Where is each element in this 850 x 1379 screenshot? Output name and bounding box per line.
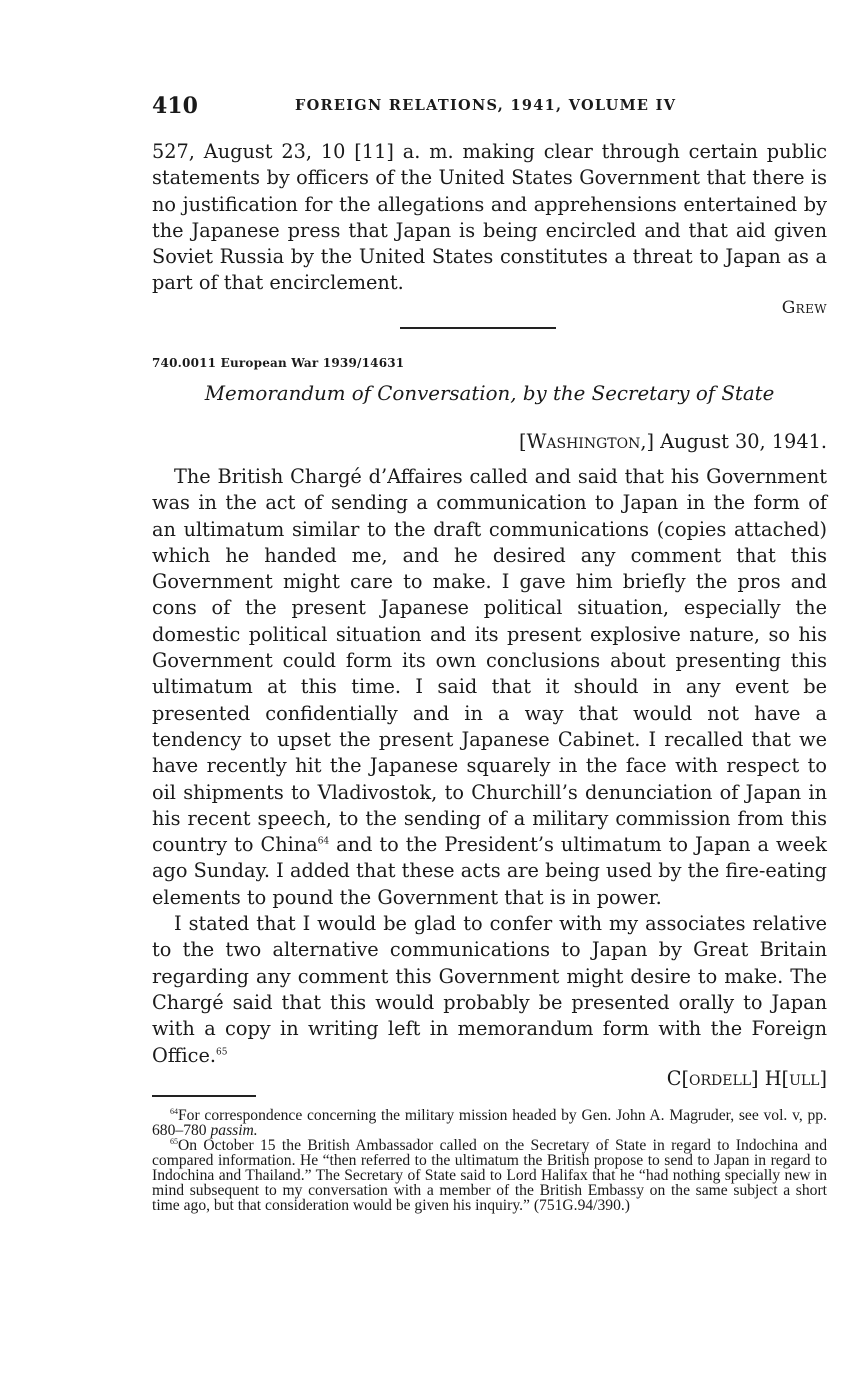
- footnote-number: 64: [170, 1106, 178, 1116]
- footnote-65: [152, 1138, 827, 1213]
- footnote-divider: [152, 1095, 256, 1097]
- section-divider: [400, 327, 556, 329]
- dateline: [519, 430, 827, 453]
- footnote-italic: passim.: [210, 1122, 258, 1139]
- signature-hull: C[ordell] H[ull]: [666, 1067, 827, 1090]
- dateline-date: August 30, 1941.: [660, 430, 827, 453]
- paragraph-2-text: I stated that I would be glad to confer with my associates relative to the two alternative communications to Japan by Great Britain regarding any comment this Government might desire to make. The Chargé said that this would probably be presented orally to Japan with a copy in writing left in memorandum form with the Foreign Office.: [152, 912, 827, 1067]
- paragraph-1-part-1: The British Chargé d’Affaires called and said that his Government was in the act of sending a communication to Japan in the form of an ultimatum similar to the draft communications (copies attached) which he handed me, and he desired any comment that this Government might care to make. I gave him briefly the pros and cons of the present Japanese political situation, especially the domestic political situation and its present explosive nature, so his Government could form its own conclusions about presenting this ultimatum at this time. I said that it should in any event be presented confidentially and in a way that would not have a tendency to upset the present Japanese Cabinet. I recalled that we have recently hit the Japanese squarely in the face with respect to oil shipments to Vladivostok, to Churchill’s denunciation of Japan in his recent speech, to the sending of a military commission from this country to China: [152, 465, 827, 857]
- previous-document-text: 527, August 23, 10 [11] a. m. making clear through certain public statements by officers of the United States Government that there is no justification for the allegations and apprehensions entertained by the Japanese press that Japan is being encircled and that aid given Soviet Russia by the United States constitutes a threat to Japan as a part of that encirclement.: [152, 140, 827, 295]
- paragraph-1: [152, 464, 827, 911]
- footnote-ref-64[interactable]: 64: [317, 836, 330, 847]
- footnote-text: On October 15 the British Ambassador called on the Secretary of State in regard to Indochina and compared information. He “then referred to the ultimatum the British propose to send to Japan in regard to Indochina and Thailand.” The Secretary of State said to Lord Halifax that he “had nothing specially new in mind subsequent to my conversation with a member of the British Embassy on the same subject a short time ago, but that consideration would be given his inquiry.” (751G.94/390.): [152, 1137, 827, 1214]
- footnote-text: For correspondence concerning the military mission headed by Gen. John A. Magruder, see vol. v, pp. 680–780: [152, 1107, 827, 1139]
- page-number: 410: [152, 93, 198, 119]
- document-title: Memorandum of Conversation, by the Secretary of State: [204, 382, 775, 405]
- file-number: 740.0011 European War 1939/14631: [152, 356, 405, 370]
- signature-grew: Grew: [781, 298, 827, 318]
- footnote-ref-65[interactable]: 65: [216, 1047, 228, 1058]
- running-head: FOREIGN RELATIONS, 1941, VOLUME IV: [295, 97, 677, 114]
- memorandum-body: [152, 464, 827, 1069]
- paragraph-1-part-2: and to the President’s ultimatum to Japan a week ago Sunday. I added that these acts are being used by the fire-eating elements to pound the Government that is in power.: [152, 833, 827, 909]
- footnote-number: 65: [170, 1136, 178, 1146]
- page-header: [152, 93, 827, 121]
- dateline-place: [Washington,]: [519, 430, 654, 453]
- paragraph-2: [152, 911, 827, 1069]
- footnotes: [152, 1108, 827, 1213]
- footnote-64: [152, 1108, 827, 1138]
